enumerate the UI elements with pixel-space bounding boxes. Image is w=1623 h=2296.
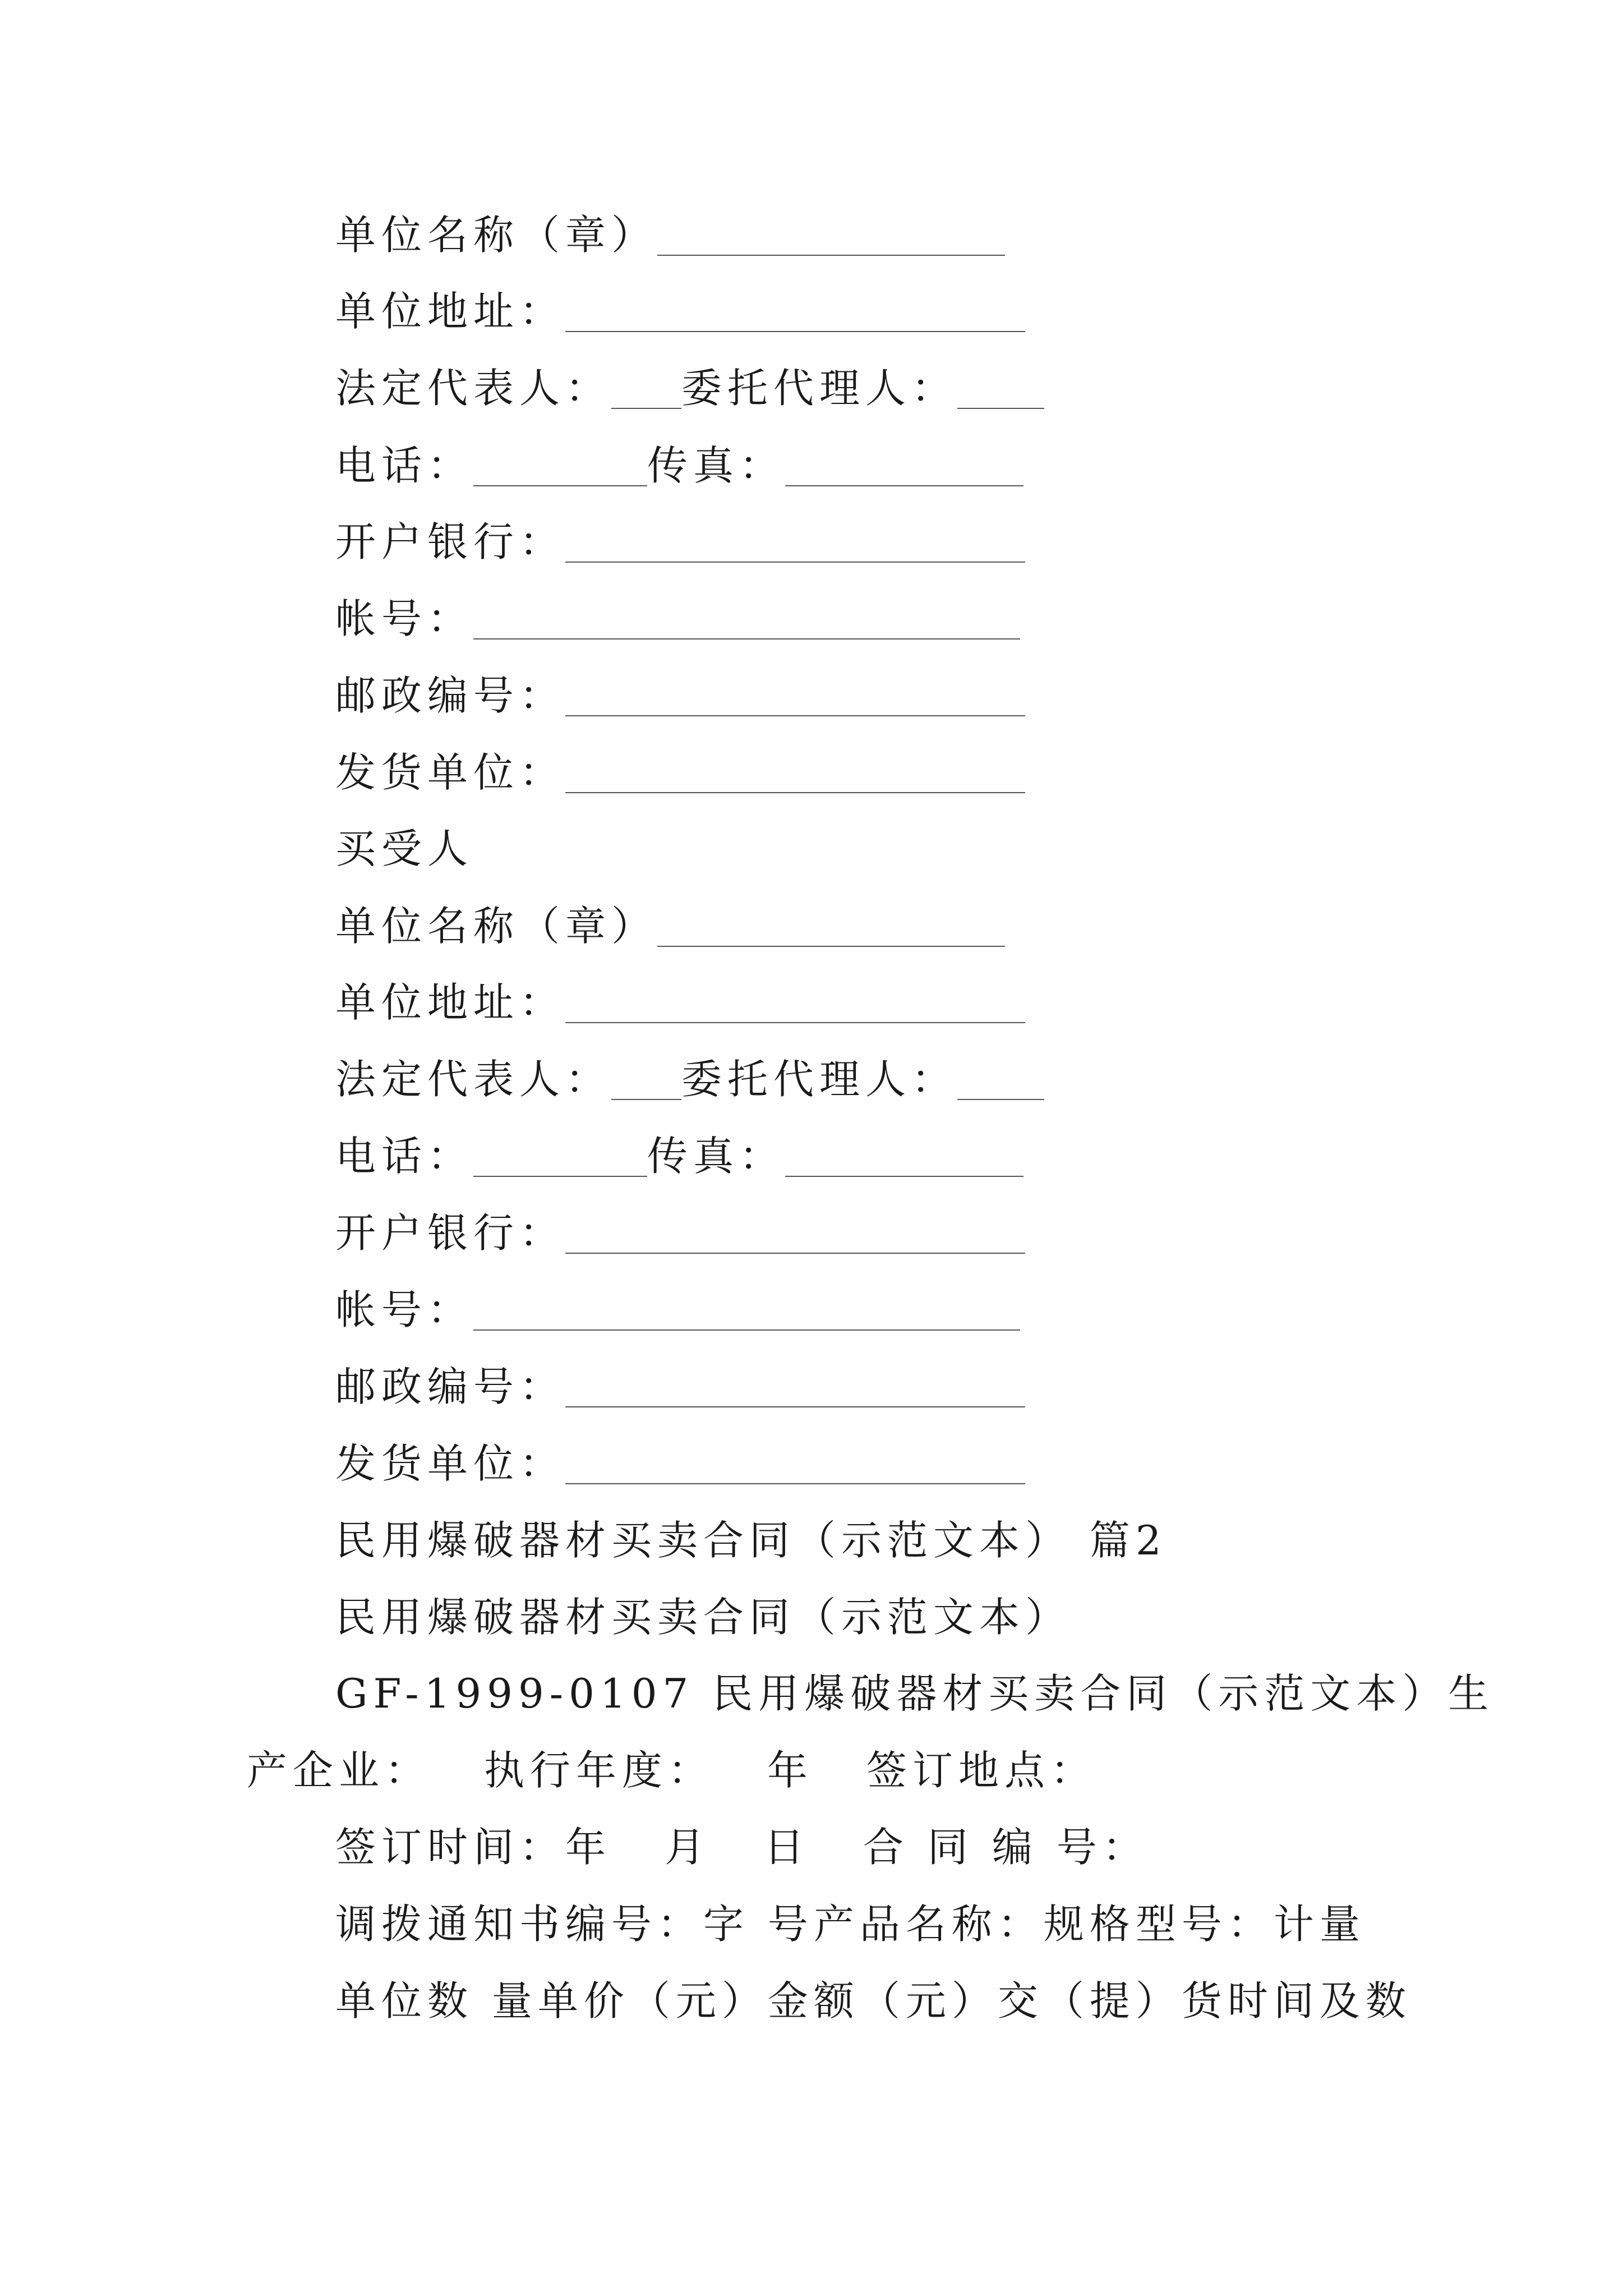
day-text: 日 xyxy=(764,1824,810,1871)
buyer-unit-address-blank[interactable] xyxy=(565,983,1025,1023)
section2-producer-line xyxy=(247,1745,1096,1796)
buyer-bank-label: 开户银行： xyxy=(335,1209,566,1257)
section2-title: 民用爆破器材买卖合同（示范文本） xyxy=(335,1594,1072,1641)
buyer-bank-row xyxy=(335,1208,1025,1258)
seller-phone-label: 电话： xyxy=(335,442,474,489)
buyer-phone-label: 电话： xyxy=(335,1133,474,1180)
seller-account-label: 帐号： xyxy=(335,595,474,642)
seller-account-blank[interactable] xyxy=(473,599,1020,639)
buyer-legal-rep-blank[interactable] xyxy=(611,1060,681,1100)
buyer-account-blank[interactable] xyxy=(473,1290,1020,1331)
seller-rep-row xyxy=(335,363,1044,413)
buyer-unit-address-row xyxy=(335,977,1025,1028)
year-text: 年 xyxy=(767,1747,814,1794)
seller-bank-row xyxy=(335,517,1025,567)
seller-legal-rep-blank[interactable] xyxy=(611,369,681,409)
buyer-heading: 买受人 xyxy=(335,825,474,872)
place-label: 签订地点： xyxy=(866,1747,1097,1794)
seller-fax-label: 传真： xyxy=(647,442,786,489)
seller-shipper-label: 发货单位： xyxy=(335,749,566,796)
seller-legal-rep-label: 法定代表人： xyxy=(335,365,612,412)
buyer-unit-name-label: 单位名称（章） xyxy=(335,903,658,950)
month-text: 月 xyxy=(665,1824,711,1871)
buyer-agent-blank[interactable] xyxy=(957,1060,1044,1100)
buyer-unit-name-blank[interactable] xyxy=(657,907,1005,947)
seller-phone-row xyxy=(335,440,1023,491)
seller-fax-blank[interactable] xyxy=(785,446,1023,486)
producer-label: 产企业： xyxy=(247,1747,431,1794)
buyer-unit-address-label: 单位地址： xyxy=(335,979,566,1026)
buyer-bank-blank[interactable] xyxy=(565,1213,1025,1254)
seller-unit-address-row xyxy=(335,286,1025,337)
buyer-postal-row xyxy=(335,1361,1025,1412)
seller-phone-blank[interactable] xyxy=(473,446,647,486)
buyer-shipper-blank[interactable] xyxy=(565,1444,1025,1484)
seller-unit-name-blank[interactable] xyxy=(657,215,1005,256)
buyer-account-label: 帐号： xyxy=(335,1286,474,1333)
seller-account-row xyxy=(335,593,1020,644)
seller-shipper-blank[interactable] xyxy=(565,753,1025,793)
seller-postal-label: 邮政编号： xyxy=(335,672,566,719)
buyer-postal-label: 邮政编号： xyxy=(335,1363,566,1410)
buyer-unit-name-row xyxy=(335,901,1005,951)
seller-unit-address-label: 单位地址： xyxy=(335,288,566,335)
buyer-fax-blank[interactable] xyxy=(785,1137,1023,1177)
buyer-phone-row xyxy=(335,1131,1023,1181)
seller-unit-name-label: 单位名称（章） xyxy=(335,211,658,259)
seller-agent-label: 委托代理人： xyxy=(681,365,958,412)
sign-time-label: 签订时间：年 xyxy=(335,1824,612,1871)
year-label: 执行年度： xyxy=(484,1747,714,1794)
buyer-shipper-label: 发货单位： xyxy=(335,1440,566,1487)
buyer-fax-label: 传真： xyxy=(647,1133,786,1180)
buyer-rep-row xyxy=(335,1054,1044,1105)
seller-unit-name-row xyxy=(335,210,1005,260)
section2-code-line: GF-1999-0107 民用爆破器材买卖合同（示范文本）生 xyxy=(335,1670,1495,1717)
section2-heading: 民用爆破器材买卖合同（示范文本） 篇2 xyxy=(335,1517,1167,1564)
seller-agent-blank[interactable] xyxy=(957,369,1044,409)
buyer-agent-label: 委托代理人： xyxy=(681,1056,958,1103)
section2-sign-time-line xyxy=(335,1822,1149,1872)
seller-shipper-row xyxy=(335,747,1025,798)
contract-no-label: 合 同 编 号： xyxy=(863,1824,1149,1871)
buyer-shipper-row xyxy=(335,1438,1025,1489)
buyer-account-row xyxy=(335,1285,1020,1335)
seller-postal-row xyxy=(335,670,1025,721)
seller-unit-address-blank[interactable] xyxy=(565,292,1025,332)
section2-notice-line: 调拨通知书编号：字 号产品名称：规格型号：计量 xyxy=(335,1901,1366,1948)
buyer-postal-blank[interactable] xyxy=(565,1367,1025,1407)
seller-postal-blank[interactable] xyxy=(565,676,1025,716)
section2-unit-line: 单位数 量单价（元）金额（元）交（提）货时间及数 xyxy=(335,1977,1412,2024)
seller-bank-blank[interactable] xyxy=(565,522,1025,563)
buyer-legal-rep-label: 法定代表人： xyxy=(335,1056,612,1103)
seller-bank-label: 开户银行： xyxy=(335,518,566,565)
buyer-phone-blank[interactable] xyxy=(473,1137,647,1177)
